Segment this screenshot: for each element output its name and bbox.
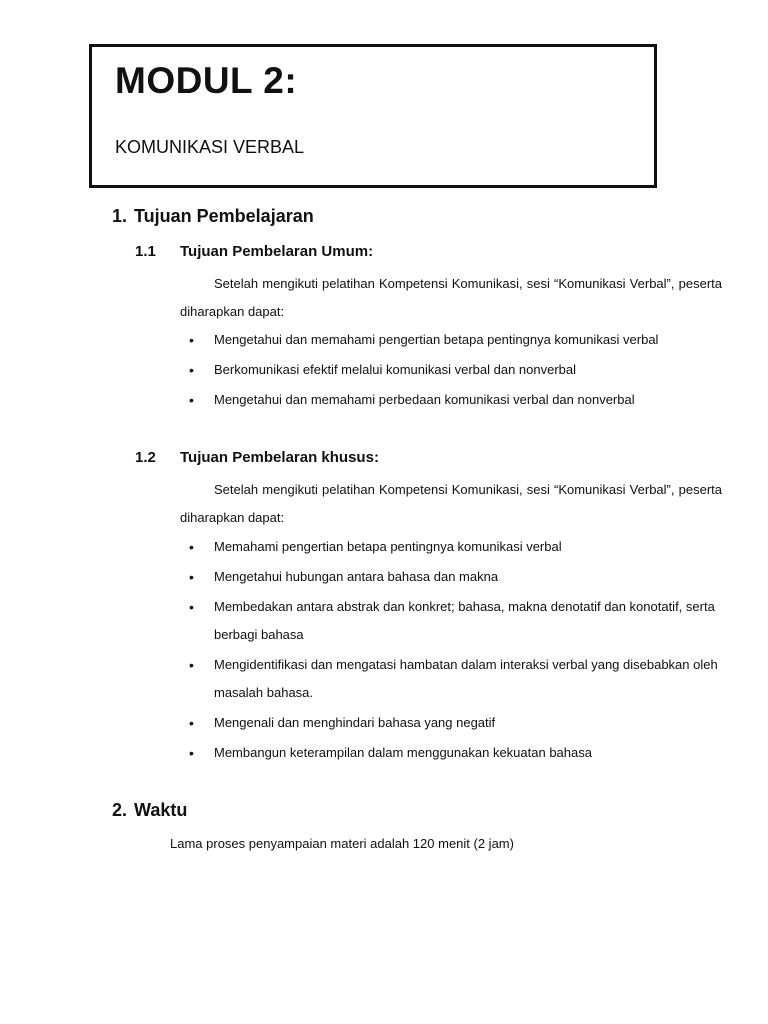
module-subtitle: KOMUNIKASI VERBAL [115, 137, 305, 157]
module-title: MODUL 2: [115, 60, 298, 101]
subsection-1-1-intro: Setelah mengikuti pelatihan Kompetensi Komunikasi, sesi “Komunikasi Verbal”, peserta diharapkan dapat: [180, 276, 722, 319]
subsection-1-1-heading [135, 242, 373, 262]
list-item: • Berkomunikasi efektif melalui komunikasi verbal dan nonverbal [180, 356, 722, 384]
list-item: • Mengetahui dan memahami pengertian betapa pentingnya komunikasi verbal [180, 326, 722, 354]
list-item: • Membangun keterampilan dalam menggunakan kekuatan bahasa [180, 739, 722, 767]
list-item: • Mengetahui dan memahami perbedaan komunikasi verbal dan nonverbal [180, 386, 722, 414]
subsection-1-2-list [180, 533, 722, 769]
list-item: • Membedakan antara abstrak dan konkret; bahasa, makna denotatif dan konotatif, serta berbagi bahasa [180, 593, 722, 649]
list-item: • Mengetahui hubungan antara bahasa dan makna [180, 563, 722, 591]
section-2-number: 2. [112, 800, 128, 820]
subsection-1-1-list [180, 326, 722, 416]
section-1-heading [112, 204, 314, 228]
subsection-1-2-heading [135, 448, 379, 468]
title-box [89, 44, 657, 188]
list-item: • Mengenali dan menghindari bahasa yang negatif [180, 709, 722, 737]
subsection-1-2-number: 1.2 [135, 449, 156, 466]
subsection-1-1-title: Tujuan Pembelaran Umum: [180, 243, 374, 260]
list-item: • Mengidentifikasi dan mengatasi hambatan dalam interaksi verbal yang disebabkan oleh masalah bahasa. [180, 651, 722, 707]
section-1-number: 1. [112, 206, 128, 226]
section-2-heading [112, 798, 187, 822]
subsection-1-1-number: 1.1 [135, 243, 156, 260]
section-2-title: Waktu [134, 800, 188, 820]
section-1-title: Tujuan Pembelajaran [134, 206, 314, 226]
subsection-1-2-title: Tujuan Pembelaran khusus: [180, 449, 379, 466]
section-2-text: Lama proses penyampaian materi adalah 120 menit (2 jam) [170, 836, 514, 851]
subsection-1-2-intro: Setelah mengikuti pelatihan Kompetensi Komunikasi, sesi “Komunikasi Verbal”, peserta diharapkan dapat: [180, 482, 722, 525]
list-item: • Memahami pengertian betapa pentingnya komunikasi verbal [180, 533, 722, 561]
